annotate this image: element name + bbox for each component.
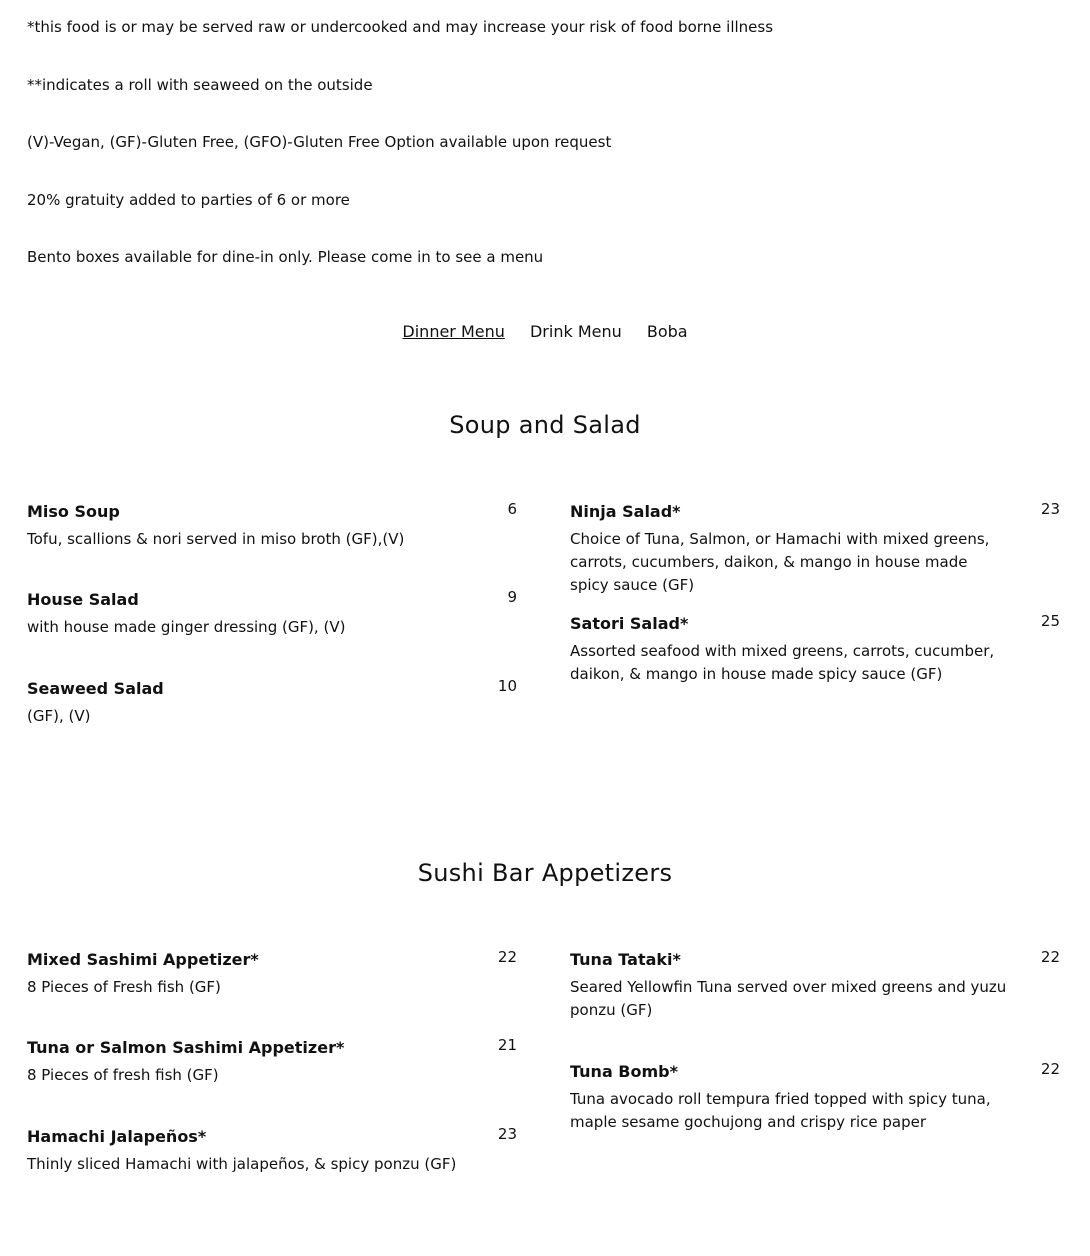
dietary-legend: (V)-Vegan, (GF)-Gluten Free, (GFO)-Gluten Free Option available upon request [27,133,612,151]
item-price: 21 [497,1036,517,1054]
item-name: Tuna Bomb* [570,1062,678,1081]
item-price: 23 [497,1125,517,1143]
item-price: 22 [1040,1060,1060,1078]
bento-note: Bento boxes available for dine-in only. Please come in to see a menu [27,248,544,266]
item-price: 22 [1040,948,1060,966]
item-description: 8 Pieces of fresh fish (GF) [27,1066,219,1084]
item-name: Tuna or Salmon Sashimi Appetizer* [27,1038,345,1057]
item-price: 25 [1040,612,1060,630]
item-description: Thinly sliced Hamachi with jalapeños, & spicy ponzu (GF) [27,1155,457,1173]
raw-food-warning: *this food is or may be served raw or undercooked and may increase your risk of food borne illness [27,18,774,36]
nav-dinner-menu[interactable]: Dinner Menu [402,322,505,341]
soup-salad-section [0,408,1090,725]
menu-item [27,948,517,999]
nav-drink-menu[interactable]: Drink Menu [529,322,622,341]
item-name: Seaweed Salad [27,679,164,698]
section-title: Soup and Salad [449,411,641,439]
item-description: Choice of Tuna, Salmon, or Hamachi with mixed greens, carrots, cucumbers, daikon, & mango in house made spicy sauce (GF) [570,530,990,594]
item-name: House Salad [27,590,139,609]
item-name: Hamachi Jalapeños* [27,1127,207,1146]
item-name: Tuna Tataki* [570,950,681,969]
item-description: (GF), (V) [27,707,91,725]
item-price: 22 [497,948,517,966]
item-description: Assorted seafood with mixed greens, carrots, cucumber, daikon, & mango in house made spicy sauce (GF) [570,642,995,683]
seaweed-roll-note: **indicates a roll with seaweed on the outside [27,75,373,94]
appetizers-section [0,856,1090,1173]
menu-item [27,500,517,551]
gratuity-note: 20% gratuity added to parties of 6 or more [27,190,350,209]
item-description: Tuna avocado roll tempura fried topped with spicy tuna, maple sesame gochujong and crispy rice paper [570,1090,991,1131]
item-price: 6 [507,500,517,518]
item-description: with house made ginger dressing (GF), (V) [27,618,346,636]
item-name: Mixed Sashimi Appetizer* [27,950,259,969]
item-name: Miso Soup [27,502,120,521]
menu-item [570,1060,1060,1134]
menu-item [570,948,1060,1022]
item-price: 23 [1040,500,1060,518]
menu-item [27,677,517,728]
menu-item [27,1125,517,1176]
section-title: Sushi Bar Appetizers [417,859,673,887]
item-name: Ninja Salad* [570,502,681,521]
item-name: Satori Salad* [570,614,689,633]
menu-item [27,588,517,639]
menu-nav [0,320,1090,344]
menu-item [27,1036,517,1087]
item-description: 8 Pieces of Fresh fish (GF) [27,978,221,996]
item-price: 10 [497,677,517,695]
nav-boba[interactable]: Boba [646,322,688,341]
menu-notes [27,16,1027,304]
item-description: Seared Yellowfin Tuna served over mixed greens and yuzu ponzu (GF) [570,978,1007,1019]
menu-item [570,612,1060,686]
item-description: Tofu, scallions & nori served in miso broth (GF),(V) [27,530,405,548]
menu-item [570,500,1060,597]
item-price: 9 [507,588,517,606]
